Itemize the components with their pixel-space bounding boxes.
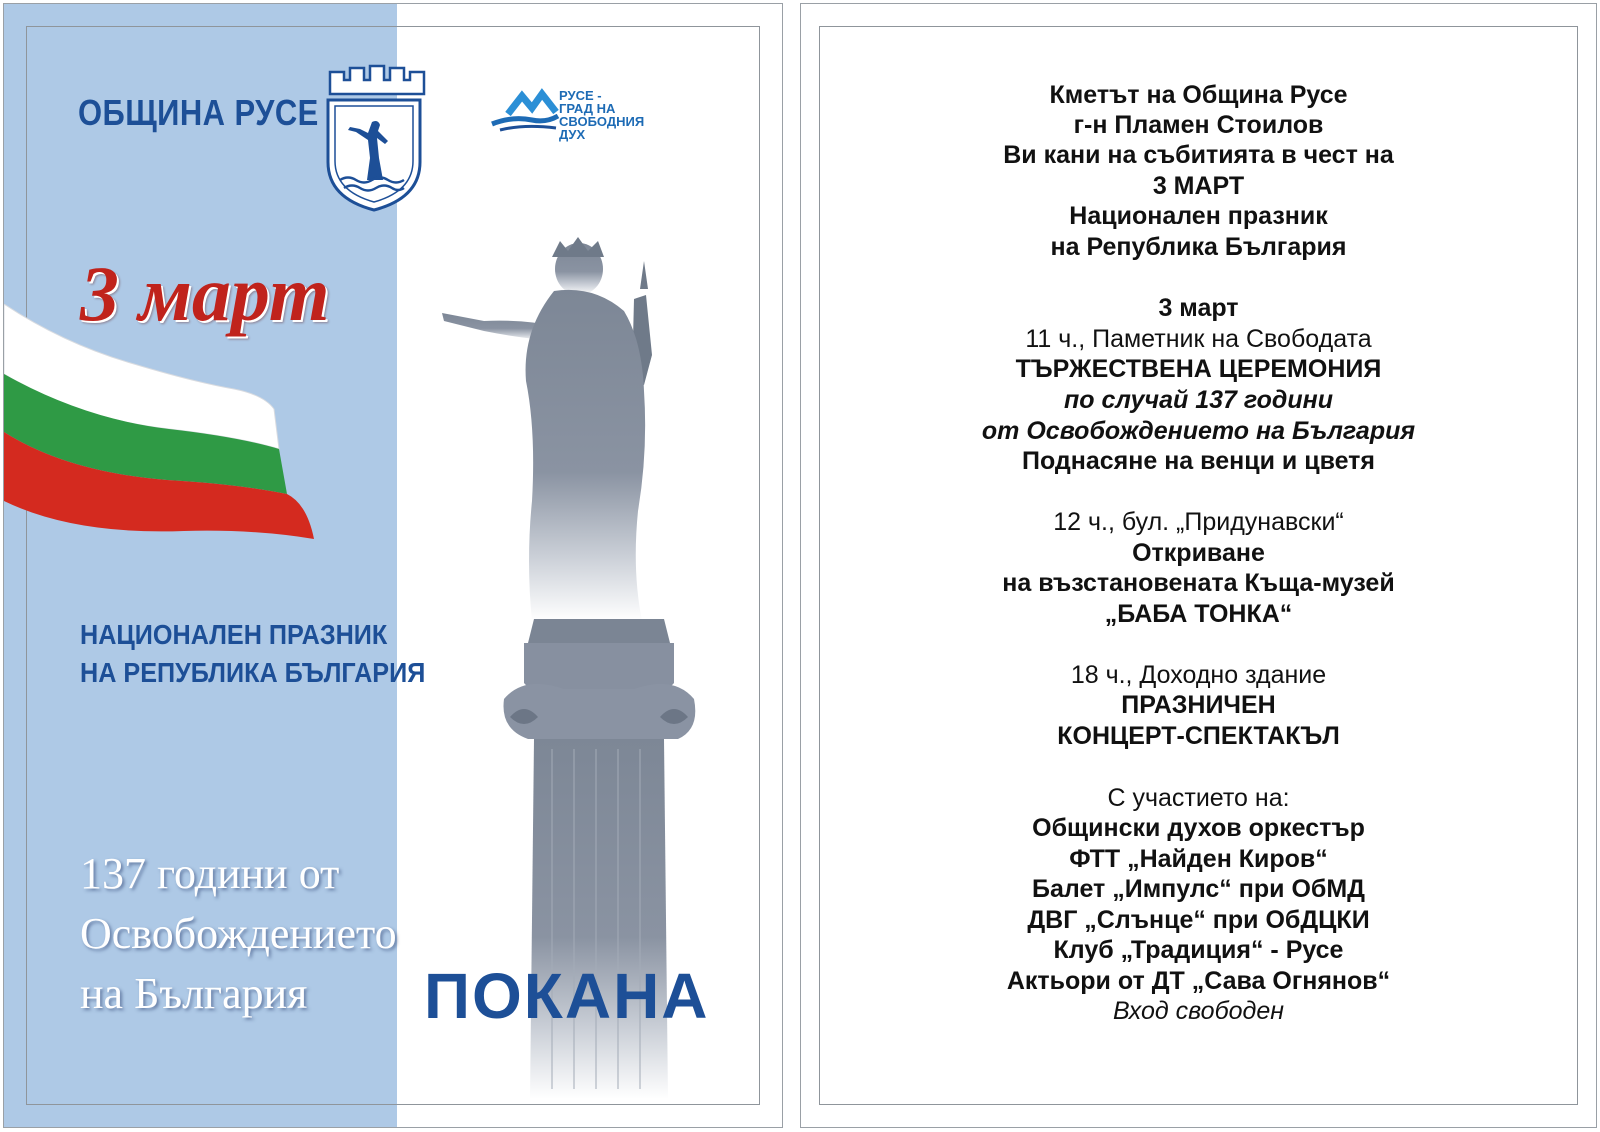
participant: ФТТ „Найден Киров“ [1069, 845, 1328, 873]
holiday-title [80, 616, 425, 692]
event-3-title: ПРАЗНИЧЕН [1121, 691, 1276, 719]
participant: Актьори от ДТ „Сава Огнянов“ [1006, 967, 1391, 995]
date-heading: 3 март [80, 250, 330, 337]
participant: Балет „Импулс“ при ОбМД [1032, 875, 1365, 903]
logo-line: РУСЕ - [559, 88, 602, 103]
holiday-name: Национален празник [1069, 202, 1328, 230]
event-1-title: ТЪРЖЕСТВЕНА ЦЕРЕМОНИЯ [1015, 355, 1382, 383]
logo-line: ГРАД НА [559, 101, 616, 116]
anniversary-text [80, 844, 397, 1024]
holiday-line-1: НАЦИОНАЛЕН ПРАЗНИК [80, 619, 388, 650]
invitation-sentence: Ви кани на събитията в чест на [1003, 141, 1394, 169]
holiday-date: 3 МАРТ [1152, 172, 1245, 200]
event-program [800, 0, 1597, 1130]
participant: Общински духов оркестър [1032, 814, 1365, 842]
event-2-detail: на възстановената Къща-музей [1002, 569, 1395, 597]
event-3-time-place: 18 ч., Доходно здание [1070, 661, 1327, 689]
program-date: 3 март [1158, 294, 1239, 322]
anniversary-line-2: Освобождението [80, 909, 397, 958]
event-2-title: Откриване [1132, 539, 1265, 567]
event-1-occasion: по случай 137 години [1064, 386, 1333, 414]
logo-line: СВОБОДНИЯ [559, 114, 645, 129]
anniversary-line-1: 137 години от [80, 849, 340, 898]
participant: ДВГ „Слънце“ при ОбДЦКИ [1027, 906, 1370, 934]
free-entry-note: Вход свободен [1112, 997, 1285, 1025]
ruse-city-brand-logo-icon [490, 84, 560, 134]
ruse-coat-of-arms-icon [322, 62, 426, 212]
event-3-title-cont: КОНЦЕРТ-СПЕКТАКЪЛ [1057, 722, 1340, 750]
participants-heading: С участието на: [1107, 784, 1290, 812]
participant: Клуб „Традиция“ - Русе [1053, 936, 1344, 964]
city-brand-logo-text [559, 89, 644, 141]
logo-line: ДУХ [559, 127, 586, 142]
event-2-museum: „БАБА ТОНКА“ [1104, 600, 1293, 628]
event-1-occasion-cont: от Освобождението на България [981, 417, 1416, 445]
anniversary-line-3: на България [80, 969, 308, 1018]
invitation-front-panel [3, 3, 783, 1128]
municipality-name: ОБЩИНА РУСЕ [78, 92, 319, 133]
bulgarian-flag-icon [4, 304, 319, 559]
holiday-name-cont: на Република България [1050, 233, 1347, 261]
host-line: Кметът на Община Русе [1049, 81, 1348, 109]
holiday-line-2: НА РЕПУБЛИКА БЪЛГАРИЯ [80, 657, 426, 688]
event-1-time-place: 11 ч., Паметник на Свободата [1025, 325, 1372, 353]
event-2-time-place: 12 ч., бул. „Придунавски“ [1053, 508, 1344, 536]
mayor-name: г-н Пламен Стоилов [1073, 111, 1324, 139]
invitation-title: ПОКАНА [424, 960, 710, 1032]
event-1-detail: Поднасяне на венци и цветя [1021, 447, 1376, 475]
